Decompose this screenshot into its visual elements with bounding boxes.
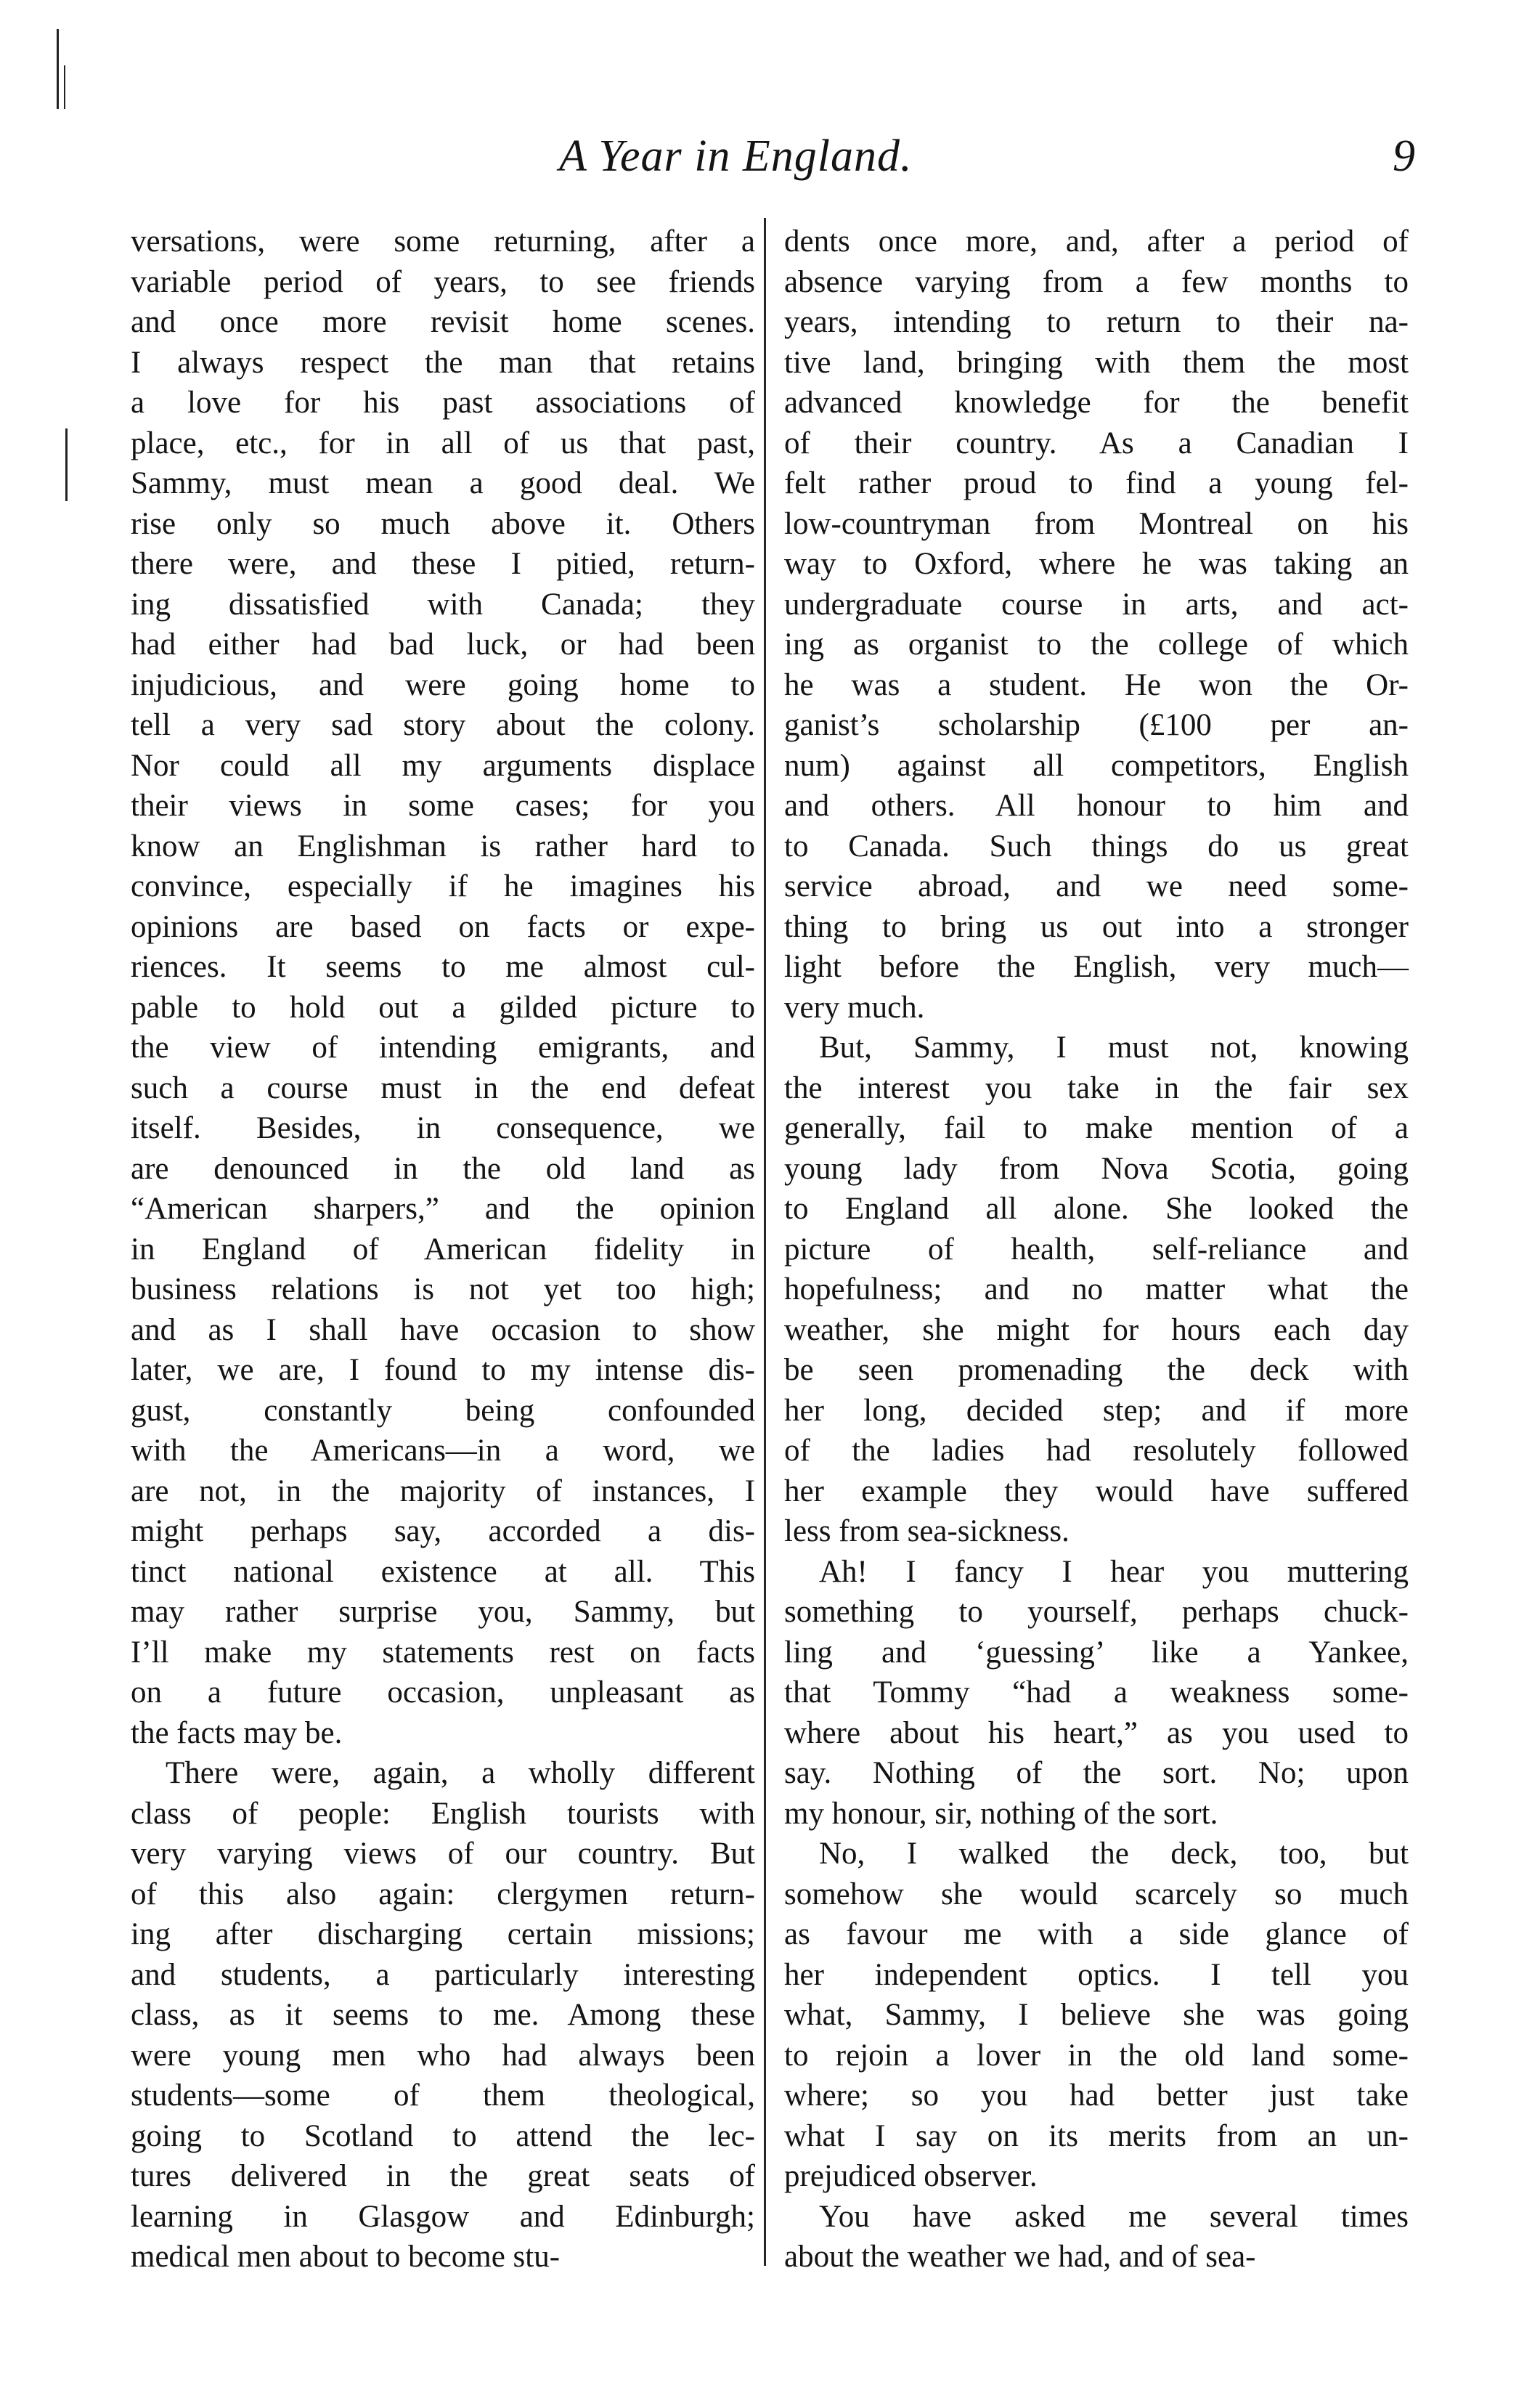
text-line: in England of American fidelity in	[131, 1232, 755, 1267]
text-line: my honour, sir, nothing of the sort.	[784, 1796, 1218, 1831]
text-line: her long, decided step; and if more	[784, 1393, 1409, 1428]
text-line: are not, in the majority of instances, I	[131, 1473, 755, 1508]
text-line: thing to bring us out into a stronger	[784, 909, 1409, 944]
text-line: felt rather proud to find a young fel-	[784, 466, 1409, 500]
text-line: ing after discharging certain missions;	[131, 1917, 755, 1951]
text-line: less from sea-sickness.	[784, 1514, 1070, 1548]
text-line: tures delivered in the great seats of	[131, 2159, 755, 2193]
left-column	[131, 221, 755, 2277]
text-line: picture of health, self-reliance and	[784, 1232, 1409, 1267]
text-line: tinct national existence at all. This	[131, 1554, 755, 1589]
text-line: undergraduate course in arts, and act-	[784, 587, 1409, 622]
text-line: absence varying from a few months to	[784, 264, 1409, 299]
text-line: prejudiced observer.	[784, 2159, 1038, 2193]
text-line: the facts may be.	[131, 1715, 343, 1750]
text-line: her independent optics. I tell you	[784, 1957, 1409, 1992]
text-line: as favour me with a side glance of	[784, 1917, 1409, 1951]
text-line: No, I walked the deck, too, but	[819, 1837, 1409, 1871]
text-line: low-countryman from Montreal on his	[784, 506, 1409, 541]
text-line: hopefulness; and no matter what the	[784, 1272, 1409, 1306]
text-line: and once more revisit home scenes.	[131, 305, 755, 339]
text-line: what, Sammy, I believe she was going	[784, 1998, 1409, 2032]
text-line: of their country. As a Canadian I	[784, 426, 1409, 460]
text-line: are denounced in the old land as	[131, 1151, 755, 1186]
text-line: ling and ‘guessing’ like a Yankee,	[784, 1635, 1409, 1670]
text-line: young lady from Nova Scotia, going	[784, 1151, 1409, 1186]
text-line: gust, constantly being confounded	[131, 1393, 755, 1428]
text-line: somehow she would scarcely so much	[784, 1877, 1409, 1911]
text-line: to Canada. Such things do us great	[784, 829, 1409, 863]
text-line: service abroad, and we need some-	[784, 869, 1409, 903]
text-line: say. Nothing of the sort. No; upon	[784, 1756, 1409, 1790]
text-line: very much.	[784, 990, 925, 1025]
text-line: learning in Glasgow and Edinburgh;	[131, 2199, 755, 2234]
text-line: advanced knowledge for the benefit	[784, 386, 1409, 420]
text-line: there were, and these I pitied, return-	[131, 547, 755, 581]
text-line: opinions are based on facts or expe-	[131, 909, 755, 944]
page-header	[0, 131, 1540, 189]
text-line: generally, fail to make mention of a	[784, 1111, 1409, 1145]
text-line: weather, she might for hours each day	[784, 1312, 1409, 1347]
text-line: You have asked me several times	[819, 2199, 1409, 2234]
text-line: may rather surprise you, Sammy, but	[131, 1595, 755, 1629]
text-line: medical men about to become stu-	[131, 2240, 561, 2274]
text-line: Sammy, must mean a good deal. We	[131, 466, 755, 500]
text-line: were young men who had always been	[131, 2038, 755, 2073]
margin-mark	[57, 29, 59, 109]
text-line: and others. All honour to him and	[784, 789, 1409, 823]
text-line: rise only so much above it. Others	[131, 506, 755, 541]
text-line: versations, were some returning, after a	[131, 224, 755, 259]
text-line: a love for his past associations of	[131, 386, 755, 420]
text-line: “American sharpers,” and the opinion	[131, 1192, 755, 1226]
text-line: riences. It seems to me almost cul-	[131, 950, 755, 984]
text-line: ing dissatisfied with Canada; they	[131, 587, 755, 622]
text-line: he was a student. He won the Or-	[784, 667, 1409, 702]
text-line: might perhaps say, accorded a dis-	[131, 1514, 755, 1548]
text-line: There were, again, a wholly different	[166, 1756, 755, 1790]
text-line: of the ladies had resolutely followed	[784, 1434, 1409, 1468]
page-number: 9	[1393, 131, 1415, 181]
text-line: very varying views of our country. But	[131, 1837, 755, 1871]
text-line: ing as organist to the college of which	[784, 627, 1409, 662]
column-divider	[764, 218, 766, 2266]
text-line: ganist’s scholarship (£100 per an-	[784, 708, 1409, 742]
text-line: the interest you take in the fair sex	[784, 1070, 1409, 1105]
margin-mark	[65, 428, 68, 501]
text-line: years, intending to return to their na-	[784, 305, 1409, 339]
text-line: I always respect the man that retains	[131, 345, 755, 380]
text-line: about the weather we had, and of sea-	[784, 2240, 1256, 2274]
text-line: later, we are, I found to my intense dis-	[131, 1353, 755, 1387]
text-line: injudicious, and were going home to	[131, 667, 755, 702]
text-line: way to Oxford, where he was taking an	[784, 547, 1409, 581]
text-line: know an Englishman is rather hard to	[131, 829, 755, 863]
text-line: I’ll make my statements rest on facts	[131, 1635, 755, 1670]
text-line: class, as it seems to me. Among these	[131, 1998, 755, 2032]
running-title: A Year in England.	[559, 131, 913, 181]
text-line: students—some of them theological,	[131, 2078, 755, 2113]
text-line: the view of intending emigrants, and	[131, 1031, 755, 1065]
text-line: and as I shall have occasion to show	[131, 1312, 755, 1347]
text-line: light before the English, very much—	[784, 950, 1409, 984]
text-line: and students, a particularly interesting	[131, 1957, 755, 1992]
text-line: going to Scotland to attend the lec-	[131, 2118, 755, 2153]
text-line: to England all alone. She looked the	[784, 1192, 1409, 1226]
text-line: with the Americans—in a word, we	[131, 1434, 755, 1468]
text-line: where about his heart,” as you used to	[784, 1715, 1409, 1750]
text-line: Nor could all my arguments displace	[131, 748, 755, 783]
text-line: business relations is not yet too high;	[131, 1272, 755, 1306]
text-line: pable to hold out a gilded picture to	[131, 990, 755, 1025]
text-line: But, Sammy, I must not, knowing	[819, 1031, 1409, 1065]
text-line: be seen promenading the deck with	[784, 1353, 1409, 1387]
text-line: their views in some cases; for you	[131, 789, 755, 823]
text-line: tive land, bringing with them the most	[784, 345, 1409, 380]
text-line: itself. Besides, in consequence, we	[131, 1111, 755, 1145]
text-line: tell a very sad story about the colony.	[131, 708, 755, 742]
text-line: dents once more, and, after a period of	[784, 224, 1409, 259]
text-line: her example they would have suffered	[784, 1473, 1409, 1508]
margin-mark	[64, 65, 65, 109]
text-line: variable period of years, to see friends	[131, 264, 755, 299]
text-line: something to yourself, perhaps chuck-	[784, 1595, 1409, 1629]
text-line: Ah! I fancy I hear you muttering	[819, 1554, 1409, 1589]
text-line: convince, especially if he imagines his	[131, 869, 755, 903]
text-line: place, etc., for in all of us that past,	[131, 426, 755, 460]
text-line: such a course must in the end defeat	[131, 1070, 755, 1105]
text-line: had either had bad luck, or had been	[131, 627, 755, 662]
text-line: what I say on its merits from an un-	[784, 2118, 1409, 2153]
text-line: to rejoin a lover in the old land some-	[784, 2038, 1409, 2073]
text-line: class of people: English tourists with	[131, 1796, 755, 1831]
right-column	[784, 221, 1409, 2277]
text-line: on a future occasion, unpleasant as	[131, 1675, 755, 1710]
text-line: that Tommy “had a weakness some-	[784, 1675, 1409, 1710]
text-line: where; so you had better just take	[784, 2078, 1409, 2113]
text-line: num) against all competitors, English	[784, 748, 1409, 783]
text-line: of this also again: clergymen return-	[131, 1877, 755, 1911]
